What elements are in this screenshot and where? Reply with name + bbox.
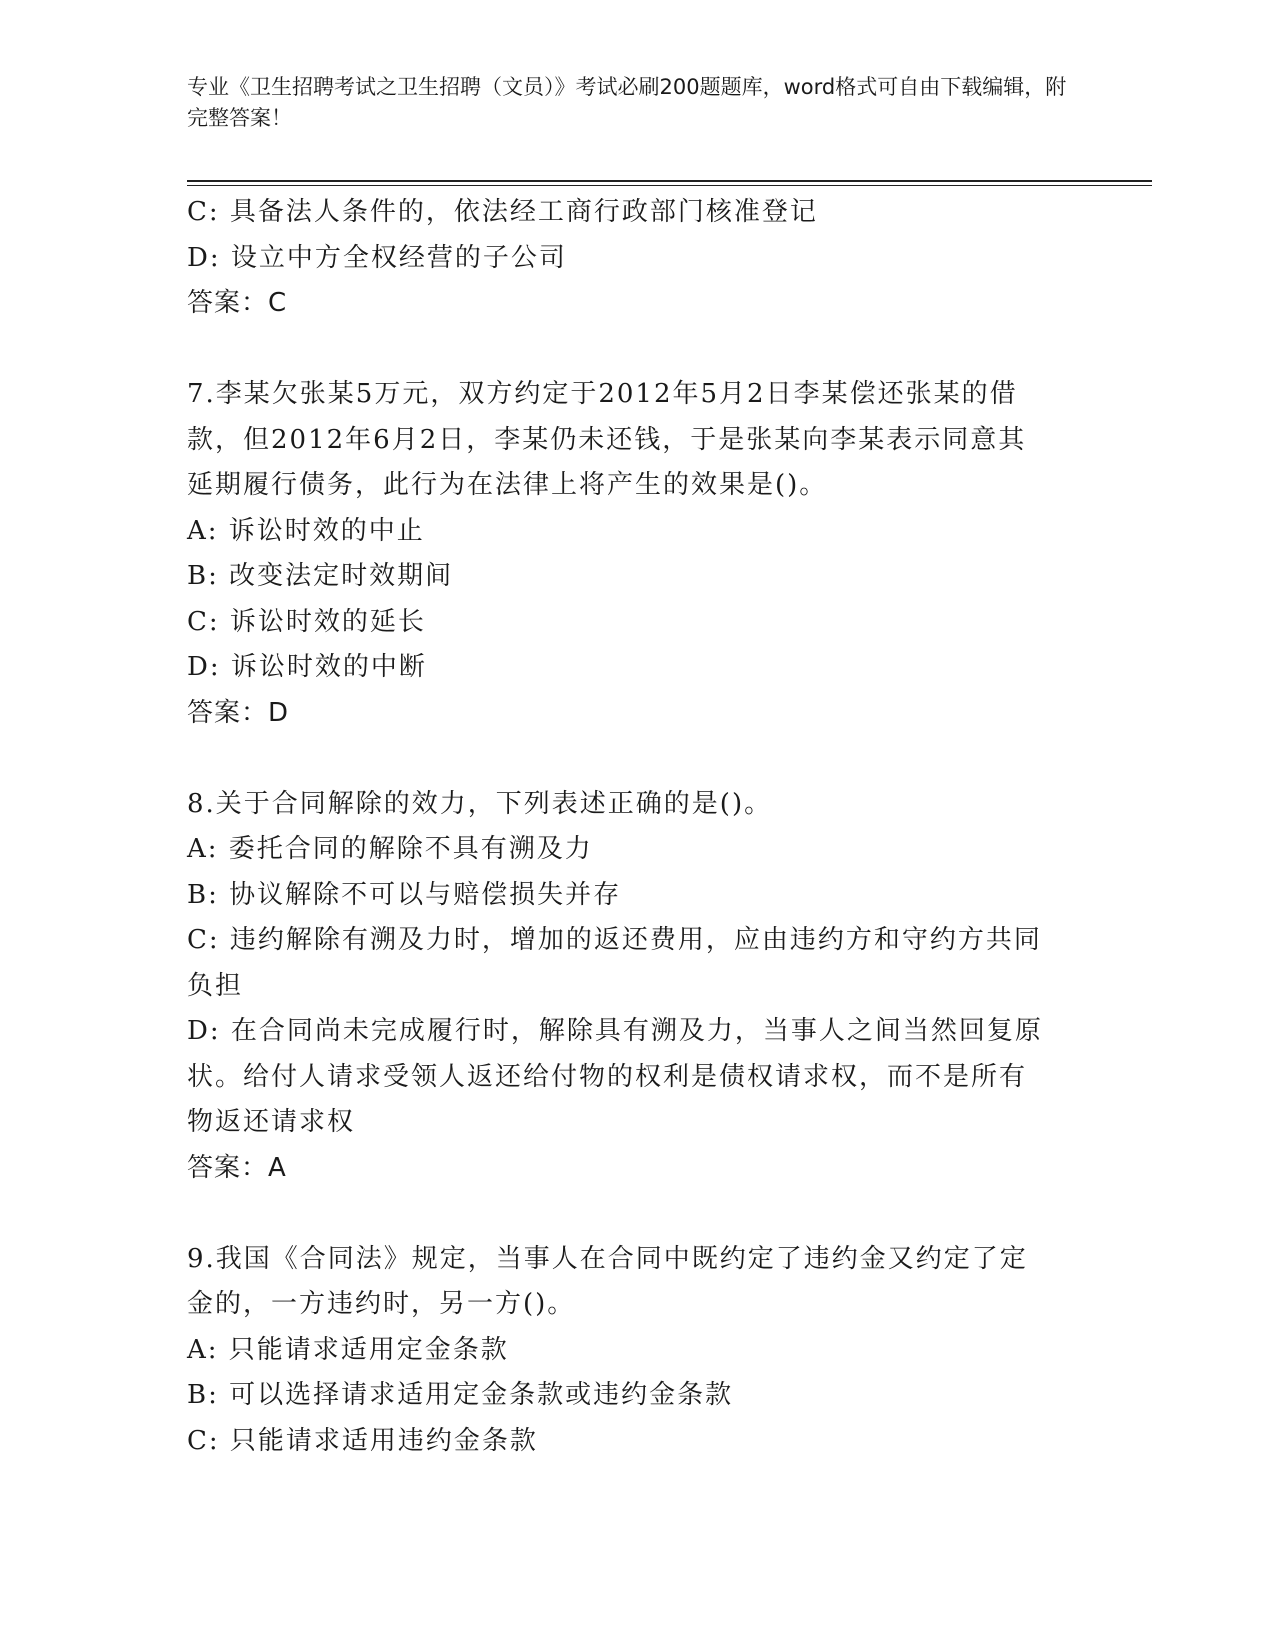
- option-a: A: 委托合同的解除不具有溯及力: [187, 834, 593, 864]
- option-c: C: 诉讼时效的延长: [187, 606, 426, 637]
- option-d-line: 物返还请求权: [187, 1107, 356, 1137]
- question-7: [187, 372, 1087, 736]
- option-d-line: D: 在合同尚未完成履行时，解除具有溯及力，当事人之间当然回复原: [187, 1016, 1043, 1046]
- question-stem-line: 款，但2012年6月2日，李某仍未还钱，于是张某向李某表示同意其: [187, 424, 1027, 455]
- header-divider-top: [187, 180, 1152, 182]
- option-d-line: 状。给付人请求受领人返还给付物的权利是债权请求权，而不是所有: [187, 1061, 1028, 1092]
- option-b: B: 协议解除不可以与赔偿损失并存: [187, 879, 622, 910]
- option-d: D: 设立中方全权经营的子公司: [187, 242, 567, 273]
- answer: 答案：D: [187, 697, 290, 728]
- spacer: [187, 736, 1087, 782]
- option-c: C: 具备法人条件的，依法经工商行政部门核准登记: [187, 197, 818, 227]
- option-c-line: 负担: [187, 970, 244, 1001]
- option-a: A: 诉讼时效的中止: [187, 515, 425, 546]
- question-9: [187, 1237, 1087, 1465]
- question-6-tail: [187, 190, 1087, 327]
- answer: 答案：C: [187, 288, 288, 318]
- document-body: [187, 190, 1087, 1464]
- question-stem-line: 8.关于合同解除的效力，下列表述正确的是()。: [187, 788, 773, 819]
- spacer: [187, 1191, 1087, 1237]
- option-a: A: 只能请求适用定金条款: [187, 1334, 509, 1365]
- option-c-line: C: 违约解除有溯及力时，增加的返还费用，应由违约方和守约方共同: [187, 925, 1042, 955]
- option-b: B: 可以选择请求适用定金条款或违约金条款: [187, 1380, 734, 1410]
- question-stem-line: 金的，一方违约时，另一方()。: [187, 1289, 576, 1319]
- option-c: C: 只能请求适用违约金条款: [187, 1425, 538, 1456]
- document-title: 专业《卫生招聘考试之卫生招聘（文员）》考试必刷200题题库，word格式可自由下载编辑，附完整答案！: [187, 75, 1067, 130]
- answer: 答案：A: [187, 1152, 287, 1183]
- question-stem-line: 9.我国《合同法》规定，当事人在合同中既约定了违约金又约定了定: [187, 1243, 1028, 1274]
- spacer: [187, 327, 1087, 373]
- question-8: [187, 782, 1087, 1192]
- page-header: [187, 72, 1067, 134]
- header-divider-bottom: [187, 185, 1152, 186]
- question-stem-line: 延期履行债务，此行为在法律上将产生的效果是()。: [187, 470, 828, 500]
- question-stem-line: 7.李某欠张某5万元，双方约定于2012年5月2日李某偿还张某的借: [187, 379, 1018, 409]
- option-d: D: 诉讼时效的中断: [187, 652, 427, 682]
- option-b: B: 改变法定时效期间: [187, 561, 454, 591]
